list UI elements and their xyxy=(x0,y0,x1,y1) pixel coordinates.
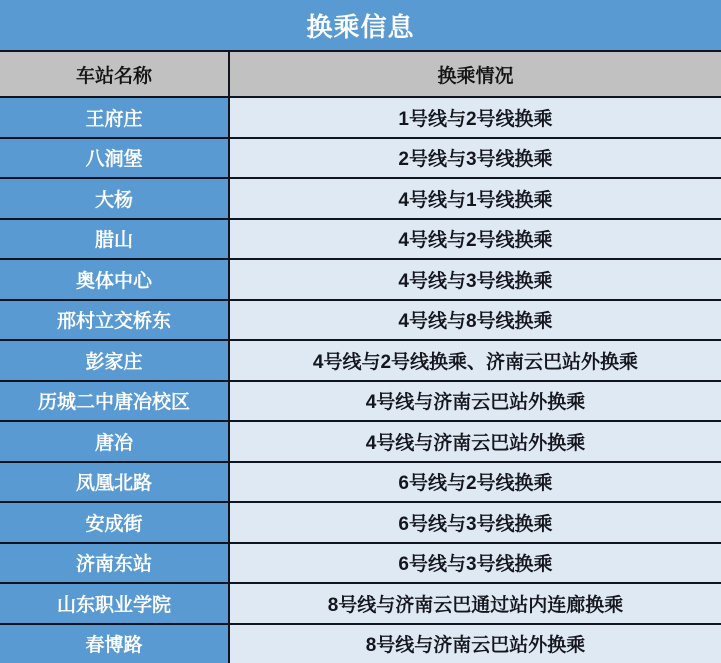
table-row xyxy=(0,544,721,585)
table-row xyxy=(0,179,721,220)
transfer-cell: 4号线与3号线换乘 xyxy=(230,260,721,299)
table-row xyxy=(0,260,721,301)
table-row xyxy=(0,584,721,625)
station-cell: 历城二中唐冶校区 xyxy=(0,382,230,421)
transfer-cell: 8号线与济南云巴站外换乘 xyxy=(230,625,721,663)
table-header-row xyxy=(0,52,721,98)
transfer-cell: 4号线与1号线换乘 xyxy=(230,179,721,218)
transfer-cell: 4号线与济南云巴站外换乘 xyxy=(230,382,721,421)
station-cell: 王府庄 xyxy=(0,98,230,137)
table-row xyxy=(0,220,721,261)
station-cell: 奥体中心 xyxy=(0,260,230,299)
transfer-cell: 4号线与2号线换乘、济南云巴站外换乘 xyxy=(230,341,721,380)
station-cell: 济南东站 xyxy=(0,544,230,583)
column-header-station: 车站名称 xyxy=(0,52,230,96)
transfer-cell: 4号线与8号线换乘 xyxy=(230,301,721,340)
column-header-transfer: 换乘情况 xyxy=(230,52,721,96)
table-row xyxy=(0,422,721,463)
transfer-cell: 1号线与2号线换乘 xyxy=(230,98,721,137)
station-cell: 山东职业学院 xyxy=(0,584,230,623)
station-cell: 安成街 xyxy=(0,503,230,542)
table-row xyxy=(0,463,721,504)
table-row xyxy=(0,301,721,342)
table-row xyxy=(0,503,721,544)
transfer-cell: 6号线与2号线换乘 xyxy=(230,463,721,502)
station-cell: 春博路 xyxy=(0,625,230,663)
table-title: 换乘信息 xyxy=(0,0,721,52)
table-row xyxy=(0,341,721,382)
station-cell: 邢村立交桥东 xyxy=(0,301,230,340)
table-row xyxy=(0,139,721,180)
transfer-cell: 6号线与3号线换乘 xyxy=(230,544,721,583)
transfer-cell: 8号线与济南云巴通过站内连廊换乘 xyxy=(230,584,721,623)
table-row xyxy=(0,98,721,139)
station-cell: 腊山 xyxy=(0,220,230,259)
transfer-cell: 4号线与2号线换乘 xyxy=(230,220,721,259)
station-cell: 彭家庄 xyxy=(0,341,230,380)
station-cell: 唐冶 xyxy=(0,422,230,461)
table-body xyxy=(0,98,721,663)
transfer-cell: 4号线与济南云巴站外换乘 xyxy=(230,422,721,461)
station-cell: 凤凰北路 xyxy=(0,463,230,502)
transfer-cell: 2号线与3号线换乘 xyxy=(230,139,721,178)
station-cell: 大杨 xyxy=(0,179,230,218)
transfer-cell: 6号线与3号线换乘 xyxy=(230,503,721,542)
table-row xyxy=(0,382,721,423)
station-cell: 八涧堡 xyxy=(0,139,230,178)
table-row xyxy=(0,625,721,663)
